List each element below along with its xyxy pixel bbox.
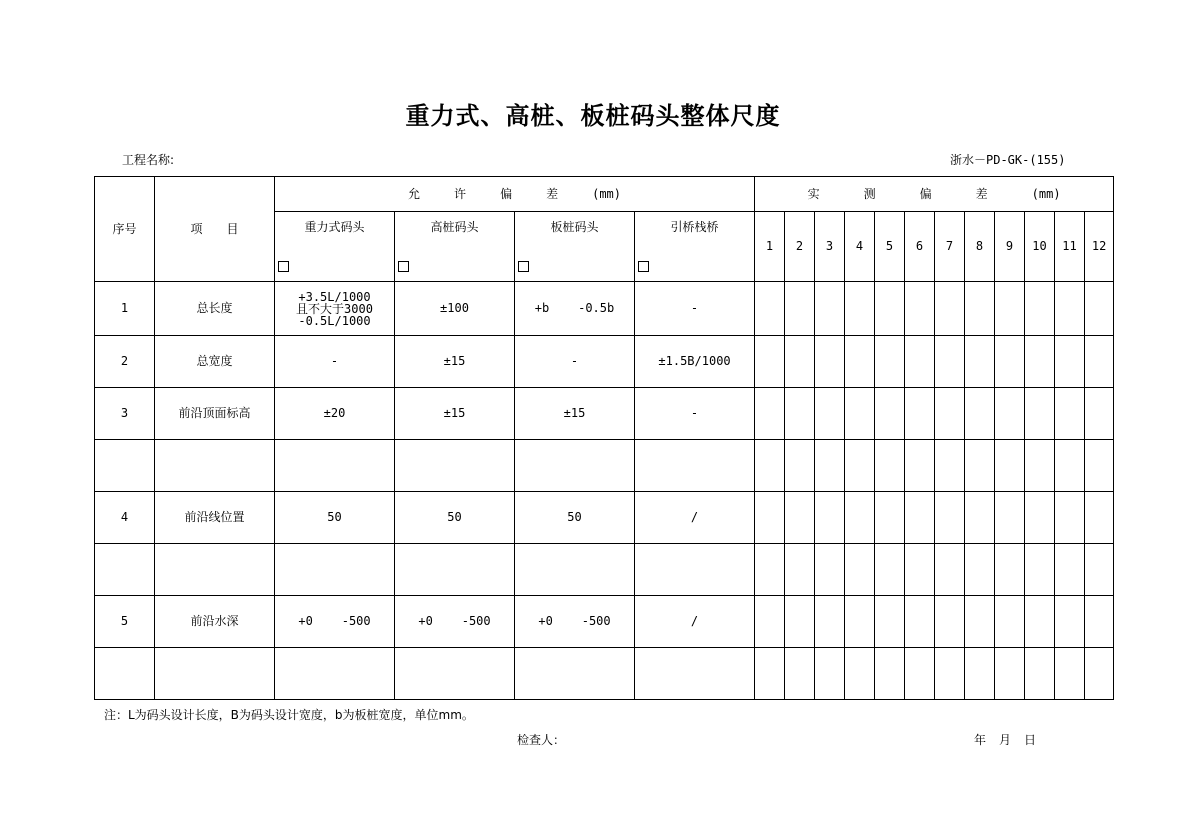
item-header: 项 目 (155, 177, 275, 282)
measure-cell[interactable] (815, 544, 845, 596)
measure-cell[interactable] (815, 388, 845, 440)
row-item: 前沿线位置 (155, 492, 275, 544)
measure-cell[interactable] (755, 596, 785, 648)
approach-bridge-checkbox[interactable] (638, 261, 649, 272)
type-sheet-pile: 板桩码头 (515, 212, 635, 282)
row-value-gravity: +0 -500 (275, 596, 395, 648)
row-item: 前沿顶面标高 (155, 388, 275, 440)
empty-cell (395, 440, 515, 492)
page-title: 重力式、高桩、板桩码头整体尺度 (405, 102, 781, 130)
empty-cell (275, 648, 395, 700)
measure-cell[interactable] (1085, 388, 1114, 440)
row-value-sheet-pile: - (515, 336, 635, 388)
measure-cell[interactable] (995, 648, 1025, 700)
measured-deviation-header: 实 测 偏 差 (mm) (755, 177, 1114, 212)
point-header: 5 (875, 212, 905, 282)
row-value-gravity: 50 (275, 492, 395, 544)
measure-cell[interactable] (935, 492, 965, 544)
empty-cell (275, 544, 395, 596)
measure-cell[interactable] (845, 336, 875, 388)
measure-cell[interactable] (815, 492, 845, 544)
measure-cell[interactable] (1025, 648, 1055, 700)
table-row (95, 336, 1114, 388)
empty-cell (275, 440, 395, 492)
measure-cell[interactable] (905, 336, 935, 388)
measure-cell[interactable] (1055, 596, 1085, 648)
row-value-gravity: +3.5L/1000 且不大于3000 -0.5L/1000 (275, 282, 395, 336)
measure-cell[interactable] (875, 282, 905, 336)
row-value-sheet-pile: ±15 (515, 388, 635, 440)
measure-cell[interactable] (1055, 544, 1085, 596)
table-row (95, 492, 1114, 544)
measure-cell[interactable] (935, 596, 965, 648)
measure-cell[interactable] (845, 544, 875, 596)
measure-cell[interactable] (1085, 648, 1114, 700)
point-header: 2 (785, 212, 815, 282)
row-seq: 2 (95, 336, 155, 388)
measure-cell[interactable] (965, 648, 995, 700)
seq-header: 序号 (95, 177, 155, 282)
measure-cell[interactable] (965, 388, 995, 440)
table-row-empty (95, 440, 1114, 492)
measure-cell[interactable] (1085, 492, 1114, 544)
row-value-high-pile: 50 (395, 492, 515, 544)
row-value-sheet-pile: +b -0.5b (515, 282, 635, 336)
measure-cell[interactable] (1025, 544, 1055, 596)
measure-cell[interactable] (995, 596, 1025, 648)
empty-cell (95, 440, 155, 492)
measure-cell[interactable] (1025, 336, 1055, 388)
measure-cell[interactable] (965, 544, 995, 596)
point-header: 4 (845, 212, 875, 282)
row-item: 总长度 (155, 282, 275, 336)
date-fields (974, 731, 1036, 748)
sheet-pile-checkbox[interactable] (518, 261, 529, 272)
measure-cell[interactable] (905, 596, 935, 648)
measure-cell[interactable] (755, 492, 785, 544)
row-value-gravity: - (275, 336, 395, 388)
measure-cell[interactable] (905, 544, 935, 596)
row-seq: 4 (95, 492, 155, 544)
gravity-checkbox[interactable] (278, 261, 289, 272)
empty-cell (95, 648, 155, 700)
table-row-empty (95, 544, 1114, 596)
table-row (95, 388, 1114, 440)
measure-cell[interactable] (755, 388, 785, 440)
measure-cell[interactable] (935, 544, 965, 596)
point-header: 11 (1055, 212, 1085, 282)
row-value-high-pile: +0 -500 (395, 596, 515, 648)
empty-cell (155, 648, 275, 700)
date-day: 日 (1024, 733, 1037, 747)
measure-cell[interactable] (755, 336, 785, 388)
row-value-gravity: ±20 (275, 388, 395, 440)
point-header: 1 (755, 212, 785, 282)
header-row-1 (95, 177, 1114, 212)
measure-cell[interactable] (1025, 440, 1055, 492)
measure-cell[interactable] (755, 440, 785, 492)
table-row (95, 596, 1114, 648)
measure-cell[interactable] (815, 282, 845, 336)
measure-cell[interactable] (755, 544, 785, 596)
row-value-approach-bridge: ±1.5B/1000 (635, 336, 755, 388)
footnote: 注：L为码头设计长度，B为码头设计宽度，b为板桩宽度，单位mm。 (104, 708, 474, 722)
measure-cell[interactable] (1055, 492, 1085, 544)
measure-cell[interactable] (1025, 596, 1055, 648)
measure-cell[interactable] (1025, 492, 1055, 544)
inspector-label: 检查人： (517, 733, 566, 747)
measure-cell[interactable] (935, 440, 965, 492)
type-gravity: 重力式码头 (275, 212, 395, 282)
measure-cell[interactable] (935, 336, 965, 388)
measure-cell[interactable] (1085, 336, 1114, 388)
measure-cell[interactable] (965, 596, 995, 648)
point-header: 10 (1025, 212, 1055, 282)
measure-cell[interactable] (1055, 440, 1085, 492)
measure-cell[interactable] (935, 282, 965, 336)
measure-cell[interactable] (785, 440, 815, 492)
measure-cell[interactable] (905, 648, 935, 700)
measure-cell[interactable] (845, 440, 875, 492)
row-value-approach-bridge: / (635, 492, 755, 544)
measure-cell[interactable] (755, 282, 785, 336)
row-value-high-pile: ±15 (395, 336, 515, 388)
table-row-empty (95, 648, 1114, 700)
measure-cell[interactable] (785, 388, 815, 440)
measure-cell[interactable] (815, 440, 845, 492)
row-value-high-pile: ±15 (395, 388, 515, 440)
measure-cell[interactable] (1085, 440, 1114, 492)
project-name-label: 工程名称: (122, 153, 175, 167)
measure-cell[interactable] (875, 648, 905, 700)
measure-cell[interactable] (1085, 596, 1114, 648)
measure-cell[interactable] (965, 492, 995, 544)
point-header: 3 (815, 212, 845, 282)
inspection-table (94, 176, 1114, 700)
date-month: 月 (999, 733, 1012, 747)
measure-cell[interactable] (935, 388, 965, 440)
row-value-sheet-pile: +0 -500 (515, 596, 635, 648)
empty-cell (515, 648, 635, 700)
empty-cell (95, 544, 155, 596)
row-value-approach-bridge: - (635, 282, 755, 336)
measure-cell[interactable] (785, 492, 815, 544)
measure-cell[interactable] (875, 336, 905, 388)
measure-cell[interactable] (965, 282, 995, 336)
measure-cell[interactable] (875, 388, 905, 440)
type-high-pile: 高桩码头 (395, 212, 515, 282)
measure-cell[interactable] (1055, 282, 1085, 336)
point-header: 12 (1085, 212, 1114, 282)
measure-cell[interactable] (995, 440, 1025, 492)
measure-cell[interactable] (1055, 648, 1085, 700)
measure-cell[interactable] (935, 648, 965, 700)
form-code: 浙水－PD-GK-(155) (950, 153, 1066, 167)
measure-cell[interactable] (905, 492, 935, 544)
row-value-high-pile: ±100 (395, 282, 515, 336)
row-seq: 3 (95, 388, 155, 440)
row-seq: 1 (95, 282, 155, 336)
row-value-approach-bridge: - (635, 388, 755, 440)
date-year: 年 (974, 733, 987, 747)
measure-cell[interactable] (845, 492, 875, 544)
point-header: 8 (965, 212, 995, 282)
empty-cell (515, 544, 635, 596)
empty-cell (395, 544, 515, 596)
allowed-deviation-header: 允 许 偏 差 (mm) (275, 177, 755, 212)
type-approach-bridge: 引桥栈桥 (635, 212, 755, 282)
measure-cell[interactable] (785, 648, 815, 700)
measure-cell[interactable] (875, 492, 905, 544)
empty-cell (635, 648, 755, 700)
measure-cell[interactable] (1055, 336, 1085, 388)
empty-cell (635, 440, 755, 492)
point-header: 6 (905, 212, 935, 282)
measure-cell[interactable] (995, 336, 1025, 388)
measure-cell[interactable] (785, 596, 815, 648)
row-value-approach-bridge: / (635, 596, 755, 648)
measure-cell[interactable] (785, 336, 815, 388)
measure-cell[interactable] (875, 544, 905, 596)
measure-cell[interactable] (845, 648, 875, 700)
measure-cell[interactable] (755, 648, 785, 700)
row-item: 前沿水深 (155, 596, 275, 648)
empty-cell (155, 544, 275, 596)
measure-cell[interactable] (905, 388, 935, 440)
empty-cell (395, 648, 515, 700)
measure-cell[interactable] (815, 648, 845, 700)
measure-cell[interactable] (785, 544, 815, 596)
empty-cell (515, 440, 635, 492)
measure-cell[interactable] (1085, 282, 1114, 336)
measure-cell[interactable] (1025, 388, 1055, 440)
measure-cell[interactable] (995, 492, 1025, 544)
measure-cell[interactable] (845, 282, 875, 336)
measure-cell[interactable] (875, 440, 905, 492)
row-seq: 5 (95, 596, 155, 648)
measure-cell[interactable] (1055, 388, 1085, 440)
measure-cell[interactable] (815, 336, 845, 388)
empty-cell (155, 440, 275, 492)
measure-cell[interactable] (1025, 282, 1055, 336)
measure-cell[interactable] (905, 282, 935, 336)
measure-cell[interactable] (845, 596, 875, 648)
measure-cell[interactable] (905, 440, 935, 492)
measure-cell[interactable] (815, 596, 845, 648)
measure-cell[interactable] (995, 282, 1025, 336)
point-header: 7 (935, 212, 965, 282)
row-value-sheet-pile: 50 (515, 492, 635, 544)
measure-cell[interactable] (845, 388, 875, 440)
measure-cell[interactable] (785, 282, 815, 336)
point-header: 9 (995, 212, 1025, 282)
measure-cell[interactable] (995, 388, 1025, 440)
table-row (95, 282, 1114, 336)
high-pile-checkbox[interactable] (398, 261, 409, 272)
empty-cell (635, 544, 755, 596)
measure-cell[interactable] (995, 544, 1025, 596)
measure-cell[interactable] (965, 336, 995, 388)
measure-cell[interactable] (1085, 544, 1114, 596)
measure-cell[interactable] (965, 440, 995, 492)
measure-cell[interactable] (875, 596, 905, 648)
row-item: 总宽度 (155, 336, 275, 388)
